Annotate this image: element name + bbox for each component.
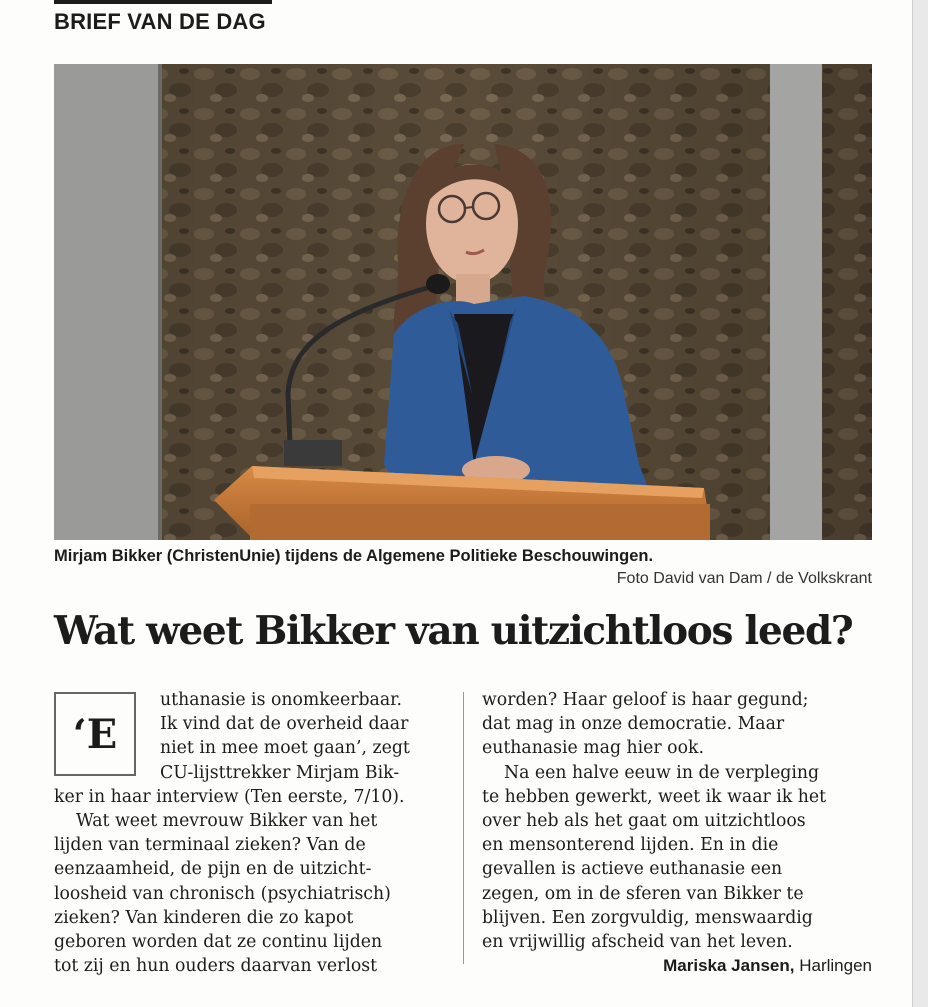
body-line: Wat weet mevrouw Bikker van het <box>76 811 378 832</box>
column-divider <box>463 692 464 964</box>
body-line: eenzaamheid, de pijn en de uitzicht- <box>54 859 372 880</box>
page-edge <box>912 0 928 1007</box>
drop-cap: ‘E <box>54 692 136 776</box>
body-line: tot zij en hun ouders daarvan verlost <box>54 956 378 977</box>
body-line: dat mag in onze democratie. Maar <box>482 714 785 735</box>
body-line: uthanasie is onomkeerbaar. <box>160 690 402 710</box>
author-name: Mariska Jansen, <box>663 956 795 976</box>
rubric-label: BRIEF VAN DE DAG <box>54 9 266 34</box>
body-line: en vrijwillig afscheid van het leven. <box>482 932 793 953</box>
rubric-rule <box>54 0 272 4</box>
article-column-1 <box>54 688 446 978</box>
author-place: Harlingen <box>799 956 872 976</box>
body-line: te hebben gewerkt, weet ik waar ik het <box>482 786 827 807</box>
signature <box>482 954 872 978</box>
body-line: geboren worden dat ze continu lijden <box>54 932 383 953</box>
body-line: zieken? Van kinderen die zo kapot <box>54 907 354 928</box>
article-headline: Wat weet Bikker van uitzichtloos leed? <box>54 608 853 654</box>
body-line: over heb als het gaat om uitzichtloos <box>482 811 806 832</box>
body-line: en mensonterend lijden. En in die <box>482 835 779 856</box>
body-line: ker in haar interview (Ten eerste, 7/10). <box>54 786 405 807</box>
body-line: gevallen is actieve euthanasie een <box>482 859 783 880</box>
body-line: euthanasie mag hier ook. <box>482 738 704 759</box>
body-line: Ik vind dat de overheid daar <box>160 714 409 735</box>
body-line: lijden van terminaal zieken? Van de <box>54 835 366 856</box>
article-column-2 <box>482 688 872 978</box>
body-line: niet in mee moet gaan’, zegt <box>160 738 410 759</box>
body-line: CU-lijsttrekker Mirjam Bik- <box>160 762 400 783</box>
body-line: worden? Haar geloof is haar gegund; <box>482 690 809 710</box>
photo-credit: Foto David van Dam / de Volkskrant <box>616 570 872 587</box>
photo-caption: Mirjam Bikker (ChristenUnie) tijdens de Algemene Politieke Beschouwingen. <box>54 547 654 565</box>
body-line: blijven. Een zorgvuldig, menswaardig <box>482 907 813 928</box>
article-photo <box>54 64 872 540</box>
body-line: zegen, om in de sferen van Bikker te <box>482 883 804 904</box>
body-line: Na een halve eeuw in de verpleging <box>504 762 820 783</box>
body-line: loosheid van chronisch (psychiatrisch) <box>54 883 391 904</box>
